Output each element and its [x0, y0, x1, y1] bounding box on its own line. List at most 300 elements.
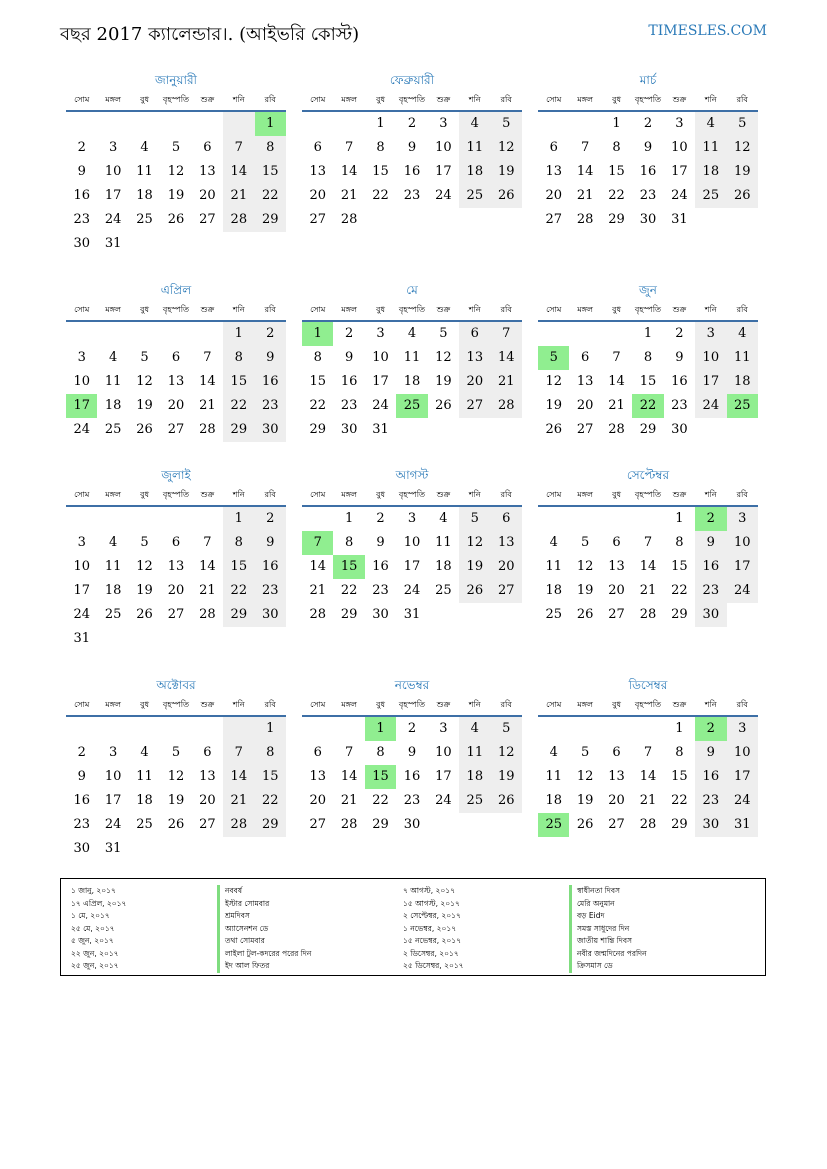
day-cell: 16 — [695, 555, 726, 579]
day-cell: 19 — [136, 398, 153, 414]
day-cell: 17 — [403, 559, 421, 575]
day-cell: 22 — [608, 188, 625, 204]
empty-cell — [66, 322, 97, 346]
day-cell: 28 — [199, 607, 216, 623]
empty-cell — [538, 112, 569, 136]
day-cell: 13 — [309, 769, 326, 785]
day-cell: 27 — [167, 607, 185, 623]
day-cell: 20 — [309, 793, 326, 809]
empty-cell — [66, 717, 97, 741]
week-row — [66, 765, 286, 789]
page-title: বছর 2017 ক্যালেন্ডার।. (আইভরি কোস্ট) — [60, 24, 360, 45]
day-cell: 8 — [675, 745, 684, 761]
day-cell: 10 — [403, 535, 421, 551]
day-cell: 9 — [675, 350, 684, 366]
day-cell: 24 — [727, 789, 758, 813]
weekday-label: সোম — [546, 700, 562, 709]
empty-cell — [569, 507, 600, 531]
week-row — [538, 789, 758, 813]
empty-cell — [396, 208, 427, 232]
holiday-name: নবীর জন্মদিনের পরদিন — [569, 948, 647, 961]
day-cell: 16 — [255, 555, 286, 579]
day-cell: 12 — [576, 769, 594, 785]
week-row — [302, 741, 522, 765]
day-cell: 28 — [309, 607, 326, 623]
empty-cell — [538, 507, 569, 531]
month-title: ডিসেম্বর — [628, 678, 668, 692]
week-row — [538, 136, 758, 160]
day-cell: 3 — [407, 511, 417, 527]
week-row — [66, 579, 286, 603]
day-cell: 31 — [372, 422, 389, 438]
holiday-date: ২২ জুন, ২০১৭ — [71, 948, 119, 958]
day-cell: 14 — [340, 164, 358, 180]
day-cell: 29 — [671, 607, 688, 623]
day-cell: 2 — [77, 745, 86, 761]
day-cell: 5 — [439, 326, 448, 342]
day-cell: 26 — [491, 184, 522, 208]
month-title: জানুয়ারী — [155, 73, 197, 87]
empty-cell — [160, 507, 191, 531]
empty-cell — [727, 418, 758, 442]
month-block — [538, 465, 758, 627]
month-block — [538, 675, 758, 837]
day-cell: 30 — [639, 212, 657, 228]
month-block — [66, 280, 286, 442]
holiday-date: ১৫ আগস্ট, ২০১৭ — [403, 898, 460, 908]
day-cell: 16 — [73, 793, 90, 809]
month-title: ফেব্রুয়ারী — [389, 73, 435, 87]
day-cell: 19 — [459, 555, 490, 579]
holiday-name: সমস্ত সাধুদের দিন — [569, 923, 647, 936]
holiday-date: ২৫ মে, ২০১৭ — [71, 923, 115, 933]
day-cell: 21 — [576, 188, 594, 204]
holiday-day-cell: 22 — [632, 394, 663, 418]
empty-cell — [459, 813, 490, 837]
day-cell: 25 — [104, 422, 122, 438]
day-cell: 6 — [612, 535, 621, 551]
day-cell: 13 — [309, 164, 326, 180]
weekday-label: শনি — [704, 305, 717, 314]
day-cell: 1 — [223, 507, 254, 531]
day-cell: 10 — [372, 350, 389, 366]
weekday-label: সোম — [310, 490, 326, 499]
empty-cell — [365, 208, 396, 232]
weekday-label: মঙ্গল — [105, 95, 121, 104]
day-cell: 28 — [639, 607, 657, 623]
day-cell: 17 — [671, 164, 688, 180]
day-cell: 29 — [372, 817, 389, 833]
day-cell: 11 — [403, 350, 421, 366]
day-cell: 8 — [612, 140, 621, 156]
day-cell: 19 — [727, 160, 758, 184]
empty-cell — [223, 112, 254, 136]
holiday-name: ইস্টার সোমবার — [217, 898, 311, 911]
week-row — [302, 418, 522, 442]
day-cell: 21 — [340, 188, 358, 204]
empty-cell — [129, 837, 160, 861]
holiday-dates-column — [71, 885, 126, 973]
day-cell: 31 — [403, 607, 421, 623]
day-cell: 15 — [223, 370, 254, 394]
day-cell: 17 — [372, 374, 389, 390]
day-cell: 28 — [199, 422, 216, 438]
day-cell: 2 — [344, 326, 354, 342]
day-cell: 2 — [255, 507, 286, 531]
day-cell: 14 — [223, 765, 254, 789]
week-row — [538, 507, 758, 531]
weekday-label: বৃহস্পতি — [634, 305, 662, 314]
holiday-date: ২ ডিসেম্বর, ২০১৭ — [403, 948, 459, 958]
holiday-date: ২ সেপ্টেম্বর, ২০১৭ — [403, 911, 461, 920]
day-cell: 12 — [459, 531, 490, 555]
holiday-names-column — [217, 885, 311, 973]
day-cell: 9 — [376, 535, 385, 551]
day-cell: 7 — [580, 140, 590, 156]
week-row — [66, 370, 286, 394]
weekday-label: শনি — [704, 95, 717, 104]
week-row — [302, 160, 522, 184]
day-cell: 4 — [459, 112, 490, 136]
empty-cell — [192, 112, 223, 136]
weekday-label: সোম — [546, 305, 562, 314]
day-cell: 16 — [403, 164, 421, 180]
day-cell: 15 — [372, 164, 389, 180]
holiday-day-cell: 1 — [255, 112, 286, 136]
day-cell: 15 — [255, 160, 286, 184]
holiday-name: নববর্ষ — [217, 885, 311, 898]
day-cell: 18 — [545, 583, 562, 599]
empty-cell — [255, 627, 286, 651]
day-cell: 14 — [223, 160, 254, 184]
day-cell: 11 — [545, 559, 562, 575]
week-row — [66, 208, 286, 232]
weekday-label: শুক্র — [200, 700, 215, 709]
day-cell: 8 — [675, 535, 684, 551]
day-cell: 11 — [727, 346, 758, 370]
day-cell: 23 — [372, 583, 389, 599]
weekday-label: রবি — [264, 700, 276, 709]
holiday-day-cell: 17 — [66, 394, 97, 418]
day-cell: 16 — [340, 374, 358, 390]
day-cell: 7 — [491, 322, 522, 346]
weekday-label: বুধ — [612, 305, 622, 314]
empty-cell — [160, 717, 191, 741]
day-cell: 1 — [344, 511, 354, 527]
day-cell: 9 — [407, 140, 417, 156]
day-cell: 27 — [167, 422, 185, 438]
holiday-date: ১ মে, ২০১৭ — [71, 911, 110, 920]
holiday-name: শ্রমদিবস — [217, 910, 311, 923]
empty-cell — [569, 112, 600, 136]
weekday-label: মঙ্গল — [341, 305, 357, 314]
day-cell: 7 — [223, 136, 254, 160]
empty-cell — [396, 418, 427, 442]
week-row — [538, 160, 758, 184]
day-cell: 7 — [344, 140, 354, 156]
weekday-label: বৃহস্পতি — [398, 490, 426, 499]
day-cell: 3 — [695, 322, 726, 346]
day-cell: 7 — [612, 350, 621, 366]
holiday-day-cell: 25 — [727, 394, 758, 418]
day-cell: 23 — [255, 394, 286, 418]
day-cell: 20 — [491, 555, 522, 579]
day-cell: 16 — [695, 765, 726, 789]
day-cell: 27 — [576, 422, 594, 438]
month-block — [66, 70, 286, 256]
weekday-header — [302, 695, 522, 717]
empty-cell — [632, 507, 663, 531]
day-cell: 5 — [171, 140, 181, 156]
day-cell: 19 — [435, 374, 452, 390]
day-cell: 14 — [199, 559, 216, 575]
day-cell: 13 — [491, 531, 522, 555]
day-cell: 28 — [576, 212, 594, 228]
holiday-name: লাইলা টুল-কদরের পরের দিন — [217, 948, 311, 961]
day-cell: 2 — [407, 721, 417, 737]
week-row — [66, 160, 286, 184]
day-cell: 26 — [576, 817, 594, 833]
day-cell: 7 — [203, 535, 212, 551]
day-cell: 13 — [608, 769, 625, 785]
weekday-label: রবি — [264, 95, 276, 104]
day-cell: 16 — [372, 559, 389, 575]
holiday-day-cell: 1 — [302, 322, 333, 346]
day-cell: 29 — [255, 208, 286, 232]
month-block — [66, 465, 286, 651]
day-cell: 10 — [727, 531, 758, 555]
day-cell: 12 — [136, 559, 153, 575]
holiday-day-cell: 25 — [396, 394, 427, 418]
day-cell: 28 — [491, 394, 522, 418]
weekday-header — [538, 485, 758, 507]
day-cell: 23 — [695, 789, 726, 813]
day-cell: 16 — [73, 188, 90, 204]
weekday-label: বুধ — [612, 490, 622, 499]
day-cell: 27 — [199, 817, 216, 833]
day-cell: 15 — [608, 164, 625, 180]
empty-cell — [428, 208, 459, 232]
day-cell: 29 — [671, 817, 688, 833]
day-cell: 16 — [671, 374, 688, 390]
day-cell: 24 — [73, 422, 90, 438]
day-cell: 27 — [309, 212, 326, 228]
day-cell: 11 — [136, 164, 153, 180]
day-cell: 15 — [671, 559, 688, 575]
week-row — [66, 837, 286, 861]
empty-cell — [255, 837, 286, 861]
week-row — [66, 813, 286, 837]
weekday-label: সোম — [310, 95, 326, 104]
empty-cell — [459, 208, 490, 232]
day-cell: 18 — [695, 160, 726, 184]
empty-cell — [223, 837, 254, 861]
day-cell: 26 — [459, 579, 490, 603]
day-cell: 5 — [580, 745, 590, 761]
day-cell: 30 — [73, 236, 90, 252]
empty-cell — [459, 603, 490, 627]
month-block — [302, 280, 522, 442]
day-cell: 27 — [199, 212, 216, 228]
month-title: এপ্রিল — [160, 283, 192, 297]
day-cell: 9 — [77, 164, 86, 180]
empty-cell — [727, 208, 758, 232]
day-cell: 5 — [727, 112, 758, 136]
weekday-label: শনি — [232, 700, 245, 709]
day-cell: 10 — [671, 140, 688, 156]
day-cell: 10 — [73, 559, 90, 575]
day-cell: 19 — [576, 583, 594, 599]
day-cell: 19 — [167, 793, 185, 809]
empty-cell — [66, 507, 97, 531]
day-cell: 17 — [104, 188, 122, 204]
day-cell: 18 — [545, 793, 562, 809]
day-cell: 3 — [77, 535, 86, 551]
week-row — [66, 555, 286, 579]
month-title: সেপ্টেম্বর — [626, 468, 670, 482]
day-cell: 28 — [340, 817, 358, 833]
holiday-dates-column — [403, 885, 464, 973]
day-cell: 30 — [255, 418, 286, 442]
day-cell: 14 — [639, 559, 657, 575]
day-cell: 6 — [171, 535, 181, 551]
site-link[interactable]: TIMESLES.COM — [648, 23, 767, 39]
week-row — [538, 603, 758, 627]
day-cell: 18 — [459, 160, 490, 184]
day-cell: 9 — [407, 745, 417, 761]
day-cell: 1 — [376, 116, 385, 132]
weekday-label: রবি — [264, 305, 276, 314]
week-row — [538, 184, 758, 208]
weekday-header — [302, 485, 522, 507]
weekday-label: মঙ্গল — [577, 700, 593, 709]
day-cell: 19 — [576, 793, 594, 809]
holiday-date: ১ নভেম্বর, ২০১৭ — [403, 923, 457, 933]
day-cell: 21 — [309, 583, 326, 599]
day-cell: 15 — [639, 374, 657, 390]
weekday-label: রবি — [500, 305, 512, 314]
day-cell: 14 — [608, 374, 625, 390]
empty-cell — [97, 507, 128, 531]
day-cell: 18 — [104, 583, 122, 599]
empty-cell — [160, 232, 191, 256]
day-cell: 8 — [376, 745, 385, 761]
day-cell: 6 — [549, 140, 558, 156]
day-cell: 5 — [171, 745, 181, 761]
weekday-label: বৃহস্পতি — [398, 95, 426, 104]
day-cell: 11 — [104, 559, 122, 575]
week-row — [66, 603, 286, 627]
empty-cell — [160, 112, 191, 136]
day-cell: 26 — [576, 607, 594, 623]
empty-cell — [129, 322, 160, 346]
day-cell: 17 — [695, 370, 726, 394]
day-cell: 4 — [108, 535, 118, 551]
weekday-label: রবি — [736, 95, 748, 104]
day-cell: 25 — [435, 583, 452, 599]
day-cell: 3 — [727, 717, 758, 741]
weekday-label: বুধ — [140, 700, 150, 709]
day-cell: 22 — [671, 583, 688, 599]
day-cell: 17 — [435, 769, 452, 785]
day-cell: 8 — [313, 350, 322, 366]
day-cell: 21 — [340, 793, 358, 809]
empty-cell — [632, 717, 663, 741]
day-cell: 5 — [459, 507, 490, 531]
day-cell: 27 — [459, 394, 490, 418]
day-cell: 2 — [77, 140, 86, 156]
day-cell: 12 — [136, 374, 153, 390]
weekday-label: শুক্র — [200, 305, 215, 314]
weekday-label: বৃহস্পতি — [162, 305, 190, 314]
empty-cell — [491, 418, 522, 442]
day-cell: 16 — [403, 769, 421, 785]
day-cell: 20 — [459, 370, 490, 394]
day-cell: 13 — [199, 769, 216, 785]
weekday-label: বৃহস্পতি — [634, 490, 662, 499]
empty-cell — [223, 232, 254, 256]
day-cell: 18 — [403, 374, 421, 390]
week-row — [538, 531, 758, 555]
holiday-name: জাতীয় শান্তি দিবস — [569, 935, 647, 948]
empty-cell — [192, 322, 223, 346]
day-cell: 17 — [435, 164, 452, 180]
week-row — [66, 507, 286, 531]
day-cell: 3 — [439, 116, 448, 132]
day-cell: 24 — [372, 398, 389, 414]
empty-cell — [695, 418, 726, 442]
week-row — [538, 346, 758, 370]
day-cell: 26 — [545, 422, 562, 438]
day-cell: 21 — [608, 398, 625, 414]
holiday-date: ২৫ জুন, ২০১৭ — [71, 961, 119, 970]
weekday-header — [66, 300, 286, 322]
day-cell: 21 — [199, 398, 216, 414]
day-cell: 7 — [344, 745, 354, 761]
weekday-label: সোম — [310, 700, 326, 709]
day-cell: 11 — [136, 769, 153, 785]
day-cell: 31 — [671, 212, 688, 228]
month-title: মে — [406, 283, 418, 297]
day-cell: 26 — [136, 422, 153, 438]
weekday-header — [538, 695, 758, 717]
empty-cell — [601, 322, 632, 346]
month-title: অক্টোবর — [156, 678, 196, 692]
day-cell: 27 — [545, 212, 562, 228]
day-cell: 6 — [203, 745, 212, 761]
day-cell: 18 — [104, 398, 122, 414]
weekday-label: বৃহস্পতি — [162, 490, 190, 499]
day-cell: 27 — [309, 817, 326, 833]
day-cell: 26 — [167, 817, 185, 833]
week-row — [302, 394, 522, 418]
day-cell: 11 — [459, 136, 490, 160]
day-cell: 6 — [313, 745, 322, 761]
empty-cell — [428, 813, 459, 837]
month-block — [302, 675, 522, 837]
empty-cell — [160, 837, 191, 861]
empty-cell — [97, 627, 128, 651]
day-cell: 20 — [199, 188, 216, 204]
day-cell: 25 — [695, 184, 726, 208]
weekday-label: শনি — [468, 305, 481, 314]
holiday-day-cell: 15 — [365, 765, 396, 789]
day-cell: 1 — [255, 717, 286, 741]
day-cell: 6 — [580, 350, 590, 366]
day-cell: 13 — [608, 559, 625, 575]
day-cell: 22 — [223, 579, 254, 603]
empty-cell — [601, 507, 632, 531]
